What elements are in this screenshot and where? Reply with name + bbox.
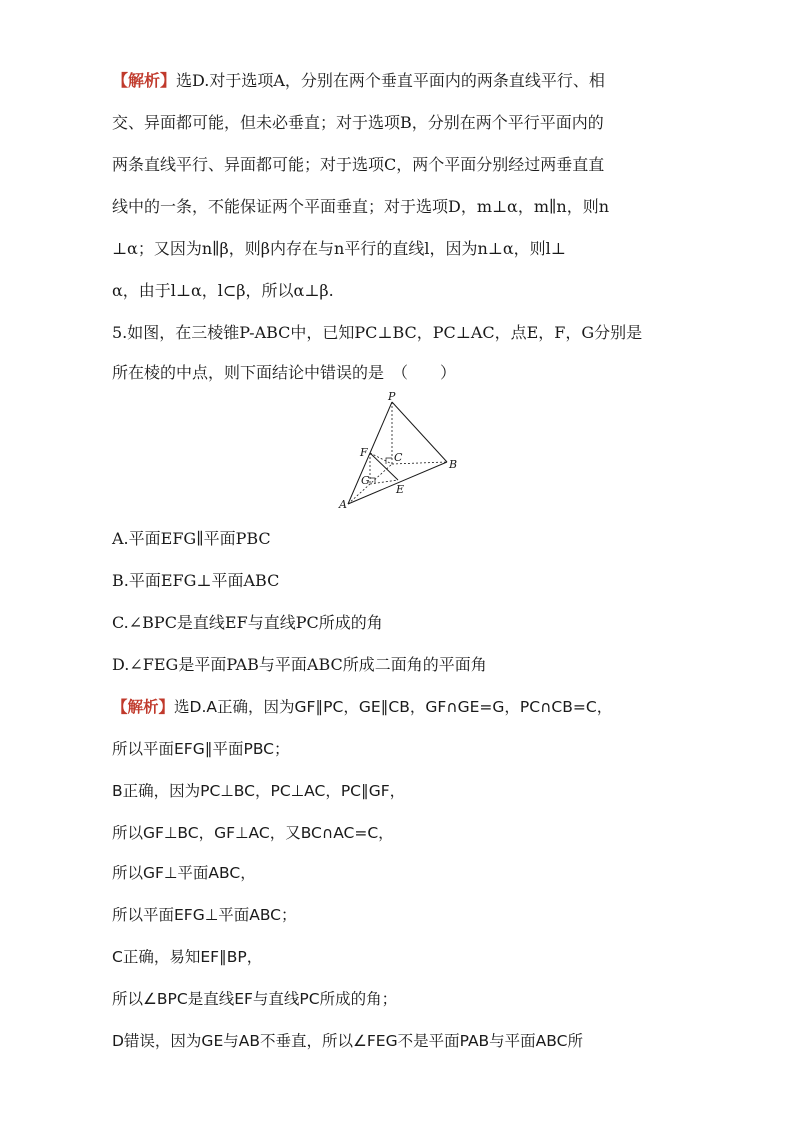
solution-2-line-7: C正确，易知EF∥BP， xyxy=(112,948,263,966)
right-angle-mark-C xyxy=(386,458,392,464)
solution-2-line-5: 所以GF⊥平面ABC， xyxy=(112,864,256,882)
solution-1-text-1: 选D.对于选项A，分别在两个垂直平面内的两条直线平行、相 xyxy=(176,71,605,90)
option-a: A.平面EFG∥平面PBC xyxy=(112,529,271,548)
option-b: B.平面EFG⊥平面ABC xyxy=(112,571,280,590)
label-G: G xyxy=(361,474,370,487)
analysis-tag: 【解析】 xyxy=(112,71,177,90)
solution-2-text-1: 选D.A正确，因为GF∥PC，GE∥CB，GF∩GE=G，PC∩CB=C， xyxy=(174,698,613,716)
label-B: B xyxy=(449,458,458,471)
pyramid-figure xyxy=(330,392,470,512)
solution-2-line-1 xyxy=(112,696,612,718)
label-C: C xyxy=(394,451,403,464)
segment-FC xyxy=(370,453,392,464)
solution-1-line-4: 线中的一条，不能保证两个平面垂直；对于选项D，m⊥α，m∥n，则n xyxy=(112,197,610,216)
option-c: C.∠BPC是直线EF与直线PC所成的角 xyxy=(112,613,383,632)
solution-2-line-6: 所以平面EFG⊥平面ABC； xyxy=(112,906,297,924)
solution-1-line-3: 两条直线平行、异面都可能；对于选项C，两个平面分别经过两垂直直 xyxy=(112,155,605,174)
pyramid-diagram xyxy=(330,392,470,512)
label-A: A xyxy=(339,498,347,511)
solution-2-line-9: D错误，因为GE与AB不垂直，所以∠FEG不是平面PAB与平面ABC所 xyxy=(112,1032,583,1050)
analysis-tag-2: 【解析】 xyxy=(112,698,175,716)
option-d: D.∠FEG是平面PAB与平面ABC所成二面角的平面角 xyxy=(112,655,487,674)
question-5-line-2: 所在棱的中点，则下面结论中错误的是 （ ） xyxy=(112,363,457,382)
label-F: F xyxy=(360,446,368,459)
solution-1-line-1 xyxy=(112,70,605,92)
solution-1-line-5: ⊥α；又因为n∥β，则β内存在与n平行的直线l，因为n⊥α，则l⊥ xyxy=(112,239,566,258)
label-E: E xyxy=(396,483,405,496)
solution-2-line-8: 所以∠BPC是直线EF与直线PC所成的角； xyxy=(112,990,398,1008)
solution-1-line-6: α，由于l⊥α，l⊂β，所以α⊥β. xyxy=(112,281,334,300)
question-5-line-1: 5.如图，在三棱锥P-ABC中，已知PC⊥BC，PC⊥AC，点E，F，G分别是 xyxy=(112,323,643,342)
solution-2-line-2: 所以平面EFG∥平面PBC； xyxy=(112,740,290,758)
label-P: P xyxy=(388,390,396,403)
solution-2-line-3: B正确，因为PC⊥BC，PC⊥AC，PC∥GF， xyxy=(112,782,406,800)
solution-1-line-2: 交、异面都可能，但未必垂直；对于选项B，分别在两个平行平面内的 xyxy=(112,113,604,132)
segment-GE xyxy=(370,480,398,484)
solution-2-line-4: 所以GF⊥BC，GF⊥AC，又BC∩AC=C， xyxy=(112,824,394,842)
